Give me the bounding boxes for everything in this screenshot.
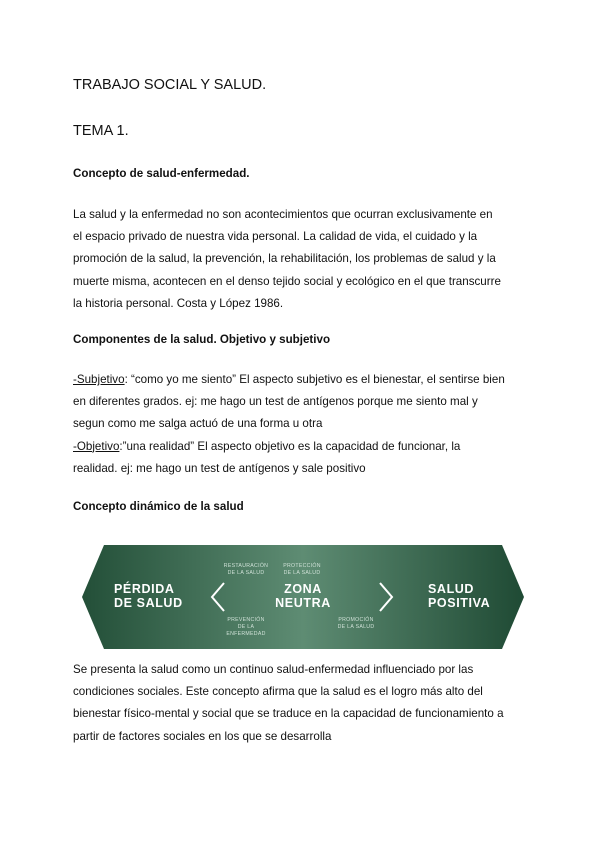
section-heading-componentes: Componentes de la salud. Objetivo y subjetivo xyxy=(73,333,331,346)
text-line xyxy=(73,369,533,391)
text-line: el espacio privado de nuestra vida personal. La calidad de vida, el cuidado y la xyxy=(73,230,478,244)
subjetivo-label: -Subjetivo xyxy=(73,373,125,386)
health-continuum-diagram xyxy=(82,545,524,649)
label-salud-positiva: SALUD xyxy=(428,582,475,596)
label-zona-neutra: ZONA xyxy=(284,582,322,596)
text-line: La salud y la enfermedad no son acontecimientos que ocurran exclusivamente en xyxy=(73,208,493,221)
paragraph-concepto-dinamico xyxy=(73,659,533,748)
text-line: realidad. ej: me hago un test de antígenos y sale positivo xyxy=(73,461,366,475)
subjetivo-text: : “como yo me siento” El aspecto subjetivo es el bienestar, el sentirse bien xyxy=(124,373,505,386)
paragraph-salud-enfermedad xyxy=(73,204,533,315)
text-line: condiciones sociales. Este concepto afirma que la salud es el logro más alto del xyxy=(73,685,483,699)
document-title: TRABAJO SOCIAL Y SALUD. xyxy=(73,77,267,93)
label-proteccion: PROTECCIÓN xyxy=(283,563,321,569)
text-line: bienestar físico-mental y social que se traduce en la capacidad de funcionamiento a xyxy=(73,707,504,721)
objetivo-label: -Objetivo xyxy=(73,439,120,453)
section-heading-concepto-dinamico: Concepto dinámico de la salud xyxy=(73,500,244,513)
text-line: segun como me salga actuó de una forma u otra xyxy=(73,417,323,431)
tema-heading: TEMA 1. xyxy=(73,123,129,139)
text-line: en diferentes grados. ej: me hago un test de antígenos porque me siento mal y xyxy=(73,395,478,409)
label-restauracion-2: DE LA SALUD xyxy=(227,570,265,576)
label-perdida-salud: PÉRDIDA xyxy=(114,582,175,596)
label-promocion: PROMOCIÓN xyxy=(338,617,374,623)
label-prevencion-2: DE LA xyxy=(237,624,255,630)
text-line: muerte misma, acontecen en el denso tejido social y ecológico en el que transcurre xyxy=(73,274,501,288)
label-prevencion: PREVENCIÓN xyxy=(227,617,265,623)
section-heading-salud-enfermedad: Concepto de salud-enfermedad. xyxy=(73,167,250,180)
label-proteccion-2: DE LA SALUD xyxy=(283,570,321,576)
label-salud-positiva-2: POSITIVA xyxy=(428,596,491,610)
label-promocion-2: DE LA SALUD xyxy=(337,624,375,630)
label-restauracion: RESTAURACIÓN xyxy=(223,563,269,569)
objetivo-text: :”una realidad” El aspecto objetivo es la capacidad de funcionar, la xyxy=(119,439,461,453)
text-line: partir de factores sociales en los que se desarrolla xyxy=(73,729,332,743)
text-line xyxy=(73,436,533,458)
text-line: promoción de la salud, la prevención, la rehabilitación, los problemas de salud y la xyxy=(73,252,496,266)
text-line: Se presenta la salud como un continuo salud-enfermedad influenciado por las xyxy=(73,663,474,676)
label-perdida-salud-2: DE SALUD xyxy=(114,596,183,610)
label-zona-neutra-2: NEUTRA xyxy=(275,596,331,610)
text-line: la historia personal. Costa y López 1986. xyxy=(73,296,284,310)
paragraph-componentes xyxy=(73,369,533,480)
label-prevencion-3: ENFERMEDAD xyxy=(226,631,266,637)
